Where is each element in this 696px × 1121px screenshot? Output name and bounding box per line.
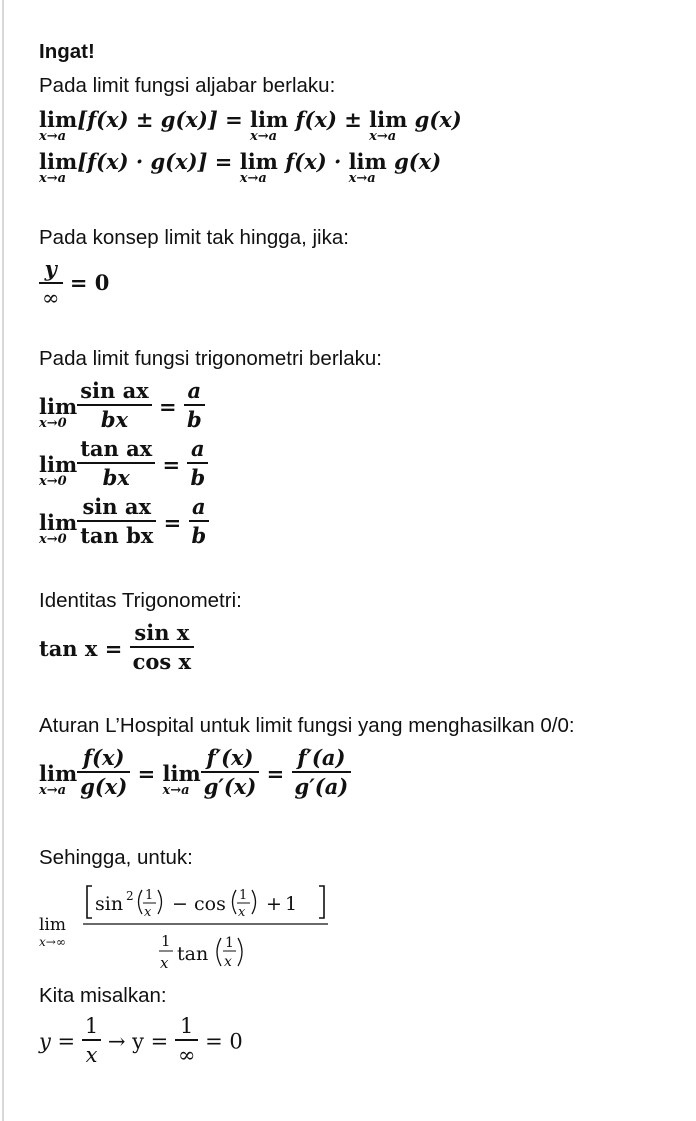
lim-operator: lim [39, 915, 66, 935]
section-sehingga: Sehingga, untuk: [39, 846, 193, 869]
svg-text:1: 1 [225, 935, 234, 951]
formula-lhospital: lim x→a $\frac{f(x)}{g(x)}$ = lim x→a $\frac{f'(x)}{g'(x)}$ = $\frac{f'(a)}{g'(a)}$ [39, 745, 351, 802]
svg-text:1: 1 [161, 932, 171, 950]
lim-operator: lim x→a [39, 107, 78, 144]
svg-text:1: 1 [239, 888, 248, 903]
formula-substitution: y = $\frac{1}{x}$ → y = $\frac{1}{\infty}$ = 0 [39, 1014, 243, 1068]
svg-text:1: 1 [145, 888, 154, 903]
svg-text:x: x [238, 905, 246, 920]
formula-limit-product: lim x→a [f(x) · g(x)] = lim x→a f(x) · lim x→a g(x) [39, 149, 442, 186]
svg-text:x: x [160, 954, 169, 972]
formula-trig-sin: lim x→0 $\frac{\text{sin ax}}{bx}$ = $\frac{a}{b}$ [39, 378, 205, 435]
note-title: Ingat! [39, 40, 95, 63]
svg-text:x: x [144, 905, 152, 920]
formula-limit-sum: lim x→a [f(x) ± g(x)] = lim x→a f(x) ± lim x→a g(x) [39, 107, 462, 144]
section-misalkan: Kita misalkan: [39, 984, 167, 1007]
svg-text:−: − [172, 893, 188, 915]
formula-main-limit [39, 878, 339, 978]
formula-infinity: $\frac{y}{\infty}$ = 0 [39, 256, 109, 313]
section-lhospital: Aturan L’Hospital untuk limit fungsi yang menghasilkan 0/0: [39, 714, 575, 737]
svg-text:sin: sin [95, 893, 124, 915]
svg-text:cos: cos [194, 893, 226, 915]
svg-text:1: 1 [285, 893, 298, 915]
page-margin-line [2, 0, 4, 1121]
section-trigonometri: Pada limit fungsi trigonometri berlaku: [39, 347, 382, 370]
section-aljabar: Pada limit fungsi aljabar berlaku: [39, 74, 336, 97]
section-tak-hingga: Pada konsep limit tak hingga, jika: [39, 226, 349, 249]
formula-identity-tan: tan x = $\frac{\text{sin x}}{\text{cos x}}$ [39, 620, 194, 677]
svg-text:x: x [224, 954, 232, 970]
section-identitas: Identitas Trigonometri: [39, 589, 242, 612]
lim-subscript: x→∞ [39, 935, 66, 949]
svg-text:2: 2 [126, 889, 134, 903]
formula-trig-sin-tan: lim x→0 $\frac{\text{sin ax}}{\text{tan bx}}$ = $\frac{a}{b}$ [39, 494, 209, 551]
svg-text:+: + [266, 893, 282, 915]
svg-text:tan: tan [177, 943, 209, 965]
formula-trig-tan: lim x→0 $\frac{\text{tan ax}}{bx}$ = $\frac{a}{b}$ [39, 436, 208, 493]
